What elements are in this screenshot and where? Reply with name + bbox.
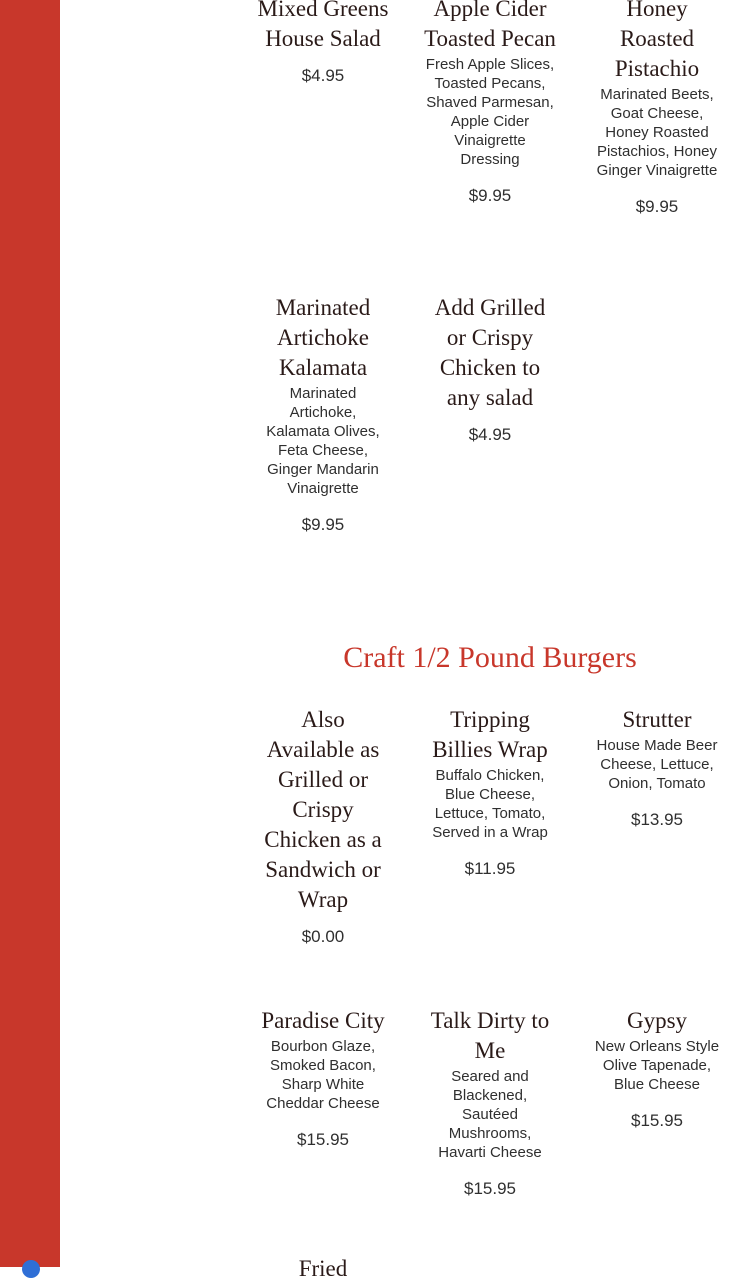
menu-item-title: Gypsy bbox=[626, 1008, 688, 1033]
section-title-burgers: Craft 1/2 Pound Burgers bbox=[343, 641, 637, 674]
menu-item bbox=[590, 1006, 724, 1131]
menu-item-price: $11.95 bbox=[464, 859, 516, 878]
menu-item-price: $4.95 bbox=[301, 66, 345, 85]
menu-item-description: Marinated Artichoke, Kalamata Olives, Feta Cheese, Ginger Mandarin Vinaigrette bbox=[266, 385, 380, 497]
menu-item-title: Also Available as Grilled or Crispy Chicken as a Sandwich or Wrap bbox=[264, 707, 382, 912]
menu-item-price: $9.95 bbox=[301, 515, 345, 534]
menu-item-description: Marinated Beets, Goat Cheese, Honey Roasted Pistachios, Honey Ginger Vinaigrette bbox=[596, 86, 718, 179]
menu-item-title: Mixed Greens House Salad bbox=[257, 0, 389, 51]
menu-item-description: Buffalo Chicken, Blue Cheese, Lettuce, Tomato, Served in a Wrap bbox=[432, 767, 548, 841]
menu-item-title: Add Grilled or Crispy Chicken to any salad bbox=[434, 295, 546, 410]
menu-item bbox=[256, 293, 390, 535]
menu-item-price: $13.95 bbox=[631, 810, 683, 829]
menu-item bbox=[256, 0, 390, 86]
menu-item-description: New Orleans Style Olive Tapenade, Blue Cheese bbox=[594, 1038, 720, 1093]
chat-widget-icon[interactable] bbox=[22, 1260, 40, 1278]
menu-content bbox=[60, 0, 745, 1281]
menu-item-title: Honey Roasted Pistachio bbox=[614, 0, 700, 81]
menu-item-title: Fried bbox=[298, 1256, 348, 1281]
menu-item-price: $9.95 bbox=[635, 197, 679, 216]
menu-item-price: $0.00 bbox=[301, 927, 345, 946]
menu-item-title: Strutter bbox=[622, 707, 692, 732]
menu-item-title: Tripping Billies Wrap bbox=[432, 707, 548, 762]
menu-item bbox=[256, 1006, 390, 1150]
menu-item bbox=[590, 705, 724, 830]
menu-item bbox=[256, 705, 390, 947]
menu-item bbox=[256, 1254, 390, 1284]
menu-item-price: $9.95 bbox=[468, 186, 512, 205]
menu-item-title: Paradise City bbox=[261, 1008, 385, 1033]
left-accent-bar bbox=[0, 0, 60, 1267]
menu-item bbox=[423, 705, 557, 879]
menu-item-price: $4.95 bbox=[468, 425, 512, 444]
menu-item-price: $15.95 bbox=[297, 1130, 349, 1149]
menu-item-description: House Made Beer Cheese, Lettuce, Onion, Tomato bbox=[596, 737, 718, 792]
menu-item-title: Apple Cider Toasted Pecan bbox=[424, 0, 556, 51]
menu-item bbox=[590, 0, 724, 217]
menu-item-description: Fresh Apple Slices, Toasted Pecans, Shaved Parmesan, Apple Cider Vinaigrette Dressing bbox=[425, 56, 555, 168]
menu-item bbox=[423, 1006, 557, 1199]
menu-item-price: $15.95 bbox=[631, 1111, 683, 1130]
menu-item-title: Marinated Artichoke Kalamata bbox=[275, 295, 371, 380]
menu-item bbox=[423, 0, 557, 206]
menu-item bbox=[423, 293, 557, 445]
menu-item-description: Seared and Blackened, Sautéed Mushrooms, Havarti Cheese bbox=[438, 1068, 542, 1161]
menu-item-price: $15.95 bbox=[464, 1179, 516, 1198]
menu-item-title: Talk Dirty to Me bbox=[430, 1008, 550, 1063]
menu-item-description: Bourbon Glaze, Smoked Bacon, Sharp White Cheddar Cheese bbox=[266, 1038, 380, 1112]
